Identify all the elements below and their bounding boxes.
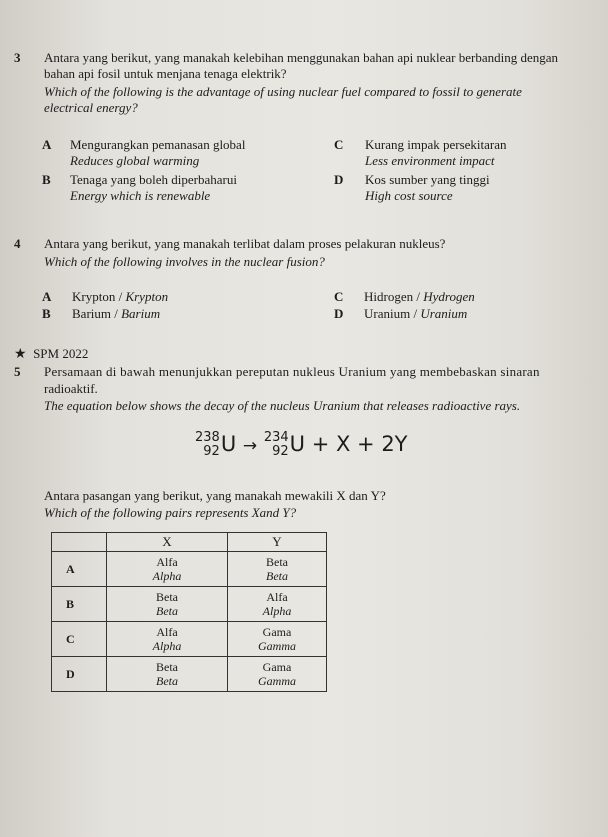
parent-nuclide-numbers: 238 92 bbox=[195, 430, 220, 459]
q3-option-c-letter[interactable]: C bbox=[334, 137, 344, 152]
decay-equation bbox=[195, 431, 408, 459]
q3-option-c-malay: Kurang impak persekitaran bbox=[365, 137, 507, 152]
q3-option-a-english: Reduces global warming bbox=[70, 153, 200, 168]
cell-x: Beta Beta bbox=[107, 587, 228, 622]
cell-x: Alfa Alpha bbox=[107, 622, 228, 657]
daughter-nuclide-numbers: 234 92 bbox=[263, 430, 289, 459]
q4-option-a-text: Krypton / Krypton bbox=[72, 289, 169, 304]
row-label: D bbox=[52, 657, 107, 692]
row-label: C bbox=[52, 622, 107, 657]
q3-option-d-malay: Kos sumber yang tinggi bbox=[365, 172, 490, 187]
question-3-english-line2: electrical energy? bbox=[44, 100, 138, 115]
question-3-malay-line2: bahan api fosil untuk menjana tenaga elektrik? bbox=[44, 66, 287, 81]
q4-option-a-letter[interactable]: A bbox=[42, 289, 52, 304]
q3-option-d-letter[interactable]: D bbox=[334, 172, 344, 187]
q4-option-b-letter[interactable]: B bbox=[42, 306, 51, 321]
q4-option-d-text: Uranium / Uranium bbox=[364, 306, 468, 321]
q3-option-b-english: Energy which is renewable bbox=[70, 188, 211, 203]
table-corner bbox=[52, 533, 107, 552]
row-label: A bbox=[52, 552, 107, 587]
q3-option-a-malay: Mengurangkan pemanasan global bbox=[70, 137, 246, 152]
q4-option-b-text: Barium / Barium bbox=[72, 306, 161, 321]
table-header-row bbox=[52, 533, 327, 552]
table-row[interactable] bbox=[52, 657, 327, 692]
table-row[interactable] bbox=[52, 587, 327, 622]
question-4-number: 4 bbox=[14, 236, 21, 251]
header-x: X bbox=[107, 533, 228, 552]
table-row[interactable] bbox=[52, 622, 327, 657]
cell-x: Beta Beta bbox=[107, 657, 228, 692]
q3-option-c-english: Less environment impact bbox=[365, 153, 495, 168]
star-icon: ★ bbox=[14, 347, 27, 362]
cell-y: Alfa Alpha bbox=[228, 587, 327, 622]
question-4-english: Which of the following involves in the nuclear fusion? bbox=[44, 254, 325, 269]
question-5-number: 5 bbox=[14, 364, 21, 379]
cell-y: Gama Gamma bbox=[228, 622, 327, 657]
q3-option-b-malay: Tenaga yang boleh diperbaharui bbox=[70, 172, 237, 187]
arrow: → bbox=[242, 436, 258, 456]
cell-y: Beta Beta bbox=[228, 552, 327, 587]
question-5-english: The equation below shows the decay of the nucleus Uranium that releases radioactive rays. bbox=[44, 398, 521, 413]
q3-option-b-letter[interactable]: B bbox=[42, 172, 51, 187]
cell-x: Alfa Alpha bbox=[107, 552, 228, 587]
question-5-prompt-malay: Antara pasangan yang berikut, yang manakah mewakili X dan Y? bbox=[44, 488, 386, 503]
spm-tag: ★ SPM 2022 bbox=[14, 346, 89, 362]
header-y: Y bbox=[228, 533, 327, 552]
table-row[interactable] bbox=[52, 552, 327, 587]
answer-table bbox=[51, 532, 327, 692]
question-5-prompt-english: Which of the following pairs represents Xand Y? bbox=[44, 505, 297, 520]
daughter-symbol: U bbox=[289, 432, 306, 456]
question-3-number: 3 bbox=[14, 50, 21, 65]
parent-symbol: U bbox=[220, 432, 237, 456]
question-5-malay-line1: Persamaan di bawah menunjukkan pereputan nukleus Uranium yang membebaskan sinaran bbox=[44, 364, 540, 379]
cell-y: Gama Gamma bbox=[228, 657, 327, 692]
q4-option-c-letter[interactable]: C bbox=[334, 289, 344, 304]
question-5-malay-line2: radioaktif. bbox=[44, 381, 98, 396]
question-4-malay: Antara yang berikut, yang manakah terlibat dalam proses pelakuran nukleus? bbox=[44, 236, 446, 251]
q4-option-d-letter[interactable]: D bbox=[334, 306, 344, 321]
q3-option-a-letter[interactable]: A bbox=[42, 137, 52, 152]
question-3-english-line1: Which of the following is the advantage of using nuclear fuel compared to fossil to generate bbox=[44, 84, 522, 99]
question-3-malay-line1: Antara yang berikut, yang manakah kelebihan menggunakan bahan api nuklear berbanding dengan bbox=[44, 50, 559, 65]
equation-products: + X + 2Y bbox=[311, 432, 408, 456]
q4-option-c-text: Hidrogen / Hydrogen bbox=[364, 289, 475, 304]
q3-option-d-english: High cost source bbox=[365, 188, 453, 203]
row-label: B bbox=[52, 587, 107, 622]
